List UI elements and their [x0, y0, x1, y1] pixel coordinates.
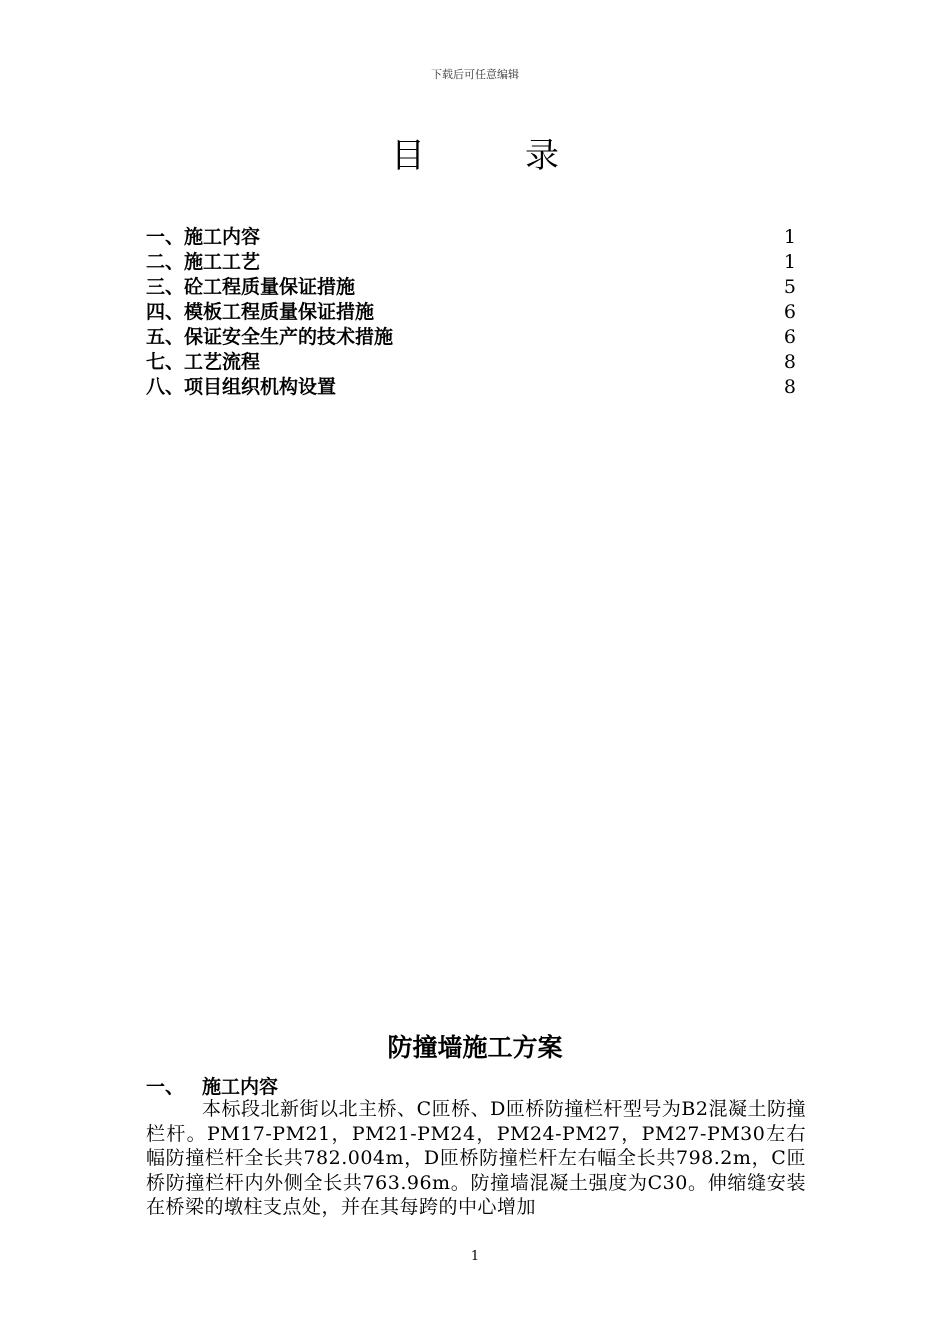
toc-item-label: 四、模板工程质量保证措施	[146, 301, 375, 323]
header-note: 下载后可任意编辑	[431, 68, 519, 81]
section-number: 一、	[146, 1076, 185, 1098]
toc-item-page: 1	[783, 226, 796, 248]
toc-item-label: 二、施工工艺	[146, 251, 261, 273]
toc-item-label: 八、项目组织机构设置	[146, 376, 337, 398]
toc-item[interactable]	[146, 250, 796, 275]
toc-item[interactable]	[146, 275, 796, 300]
toc-title	[0, 128, 950, 177]
document-title: 防撞墙施工方案	[387, 1033, 563, 1062]
section-title: 施工内容	[202, 1076, 279, 1098]
toc-item-page: 8	[783, 376, 796, 398]
toc-item-label: 七、工艺流程	[146, 351, 261, 373]
toc-item[interactable]	[146, 300, 796, 325]
body-paragraph: 本标段北新街以北主桥、C匝桥、D匝桥防撞栏杆型号为B2混凝土防撞栏杆。PM17-PM21，PM21-PM24，PM24-PM27，PM27-PM30左右幅防撞栏杆全长共782.004m，D匝桥防撞栏杆左右幅全长共798.2m，C匝桥防撞栏杆内外侧全长共763.96m。防撞墙混凝土强度为C30。伸缩缝安装在桥梁的墩柱支点处，并在其每跨的中心增加	[146, 1098, 806, 1218]
toc-item-page: 1	[783, 251, 796, 273]
toc-item-label: 五、保证安全生产的技术措施	[146, 326, 394, 348]
toc-item-page: 6	[783, 326, 796, 348]
toc-item-page: 5	[783, 276, 796, 298]
toc-title-right: 录	[525, 136, 559, 176]
section-heading	[146, 1072, 278, 1099]
page-number: 1	[470, 1249, 480, 1264]
toc-title-left: 目	[391, 136, 425, 176]
toc-item[interactable]	[146, 325, 796, 350]
toc-item-label: 一、施工内容	[146, 226, 261, 248]
toc-item[interactable]	[146, 225, 796, 250]
toc-item-page: 6	[783, 301, 796, 323]
toc-item[interactable]	[146, 375, 796, 400]
toc-item-page: 8	[783, 351, 796, 373]
toc-item-label: 三、砼工程质量保证措施	[146, 276, 356, 298]
toc-item[interactable]	[146, 350, 796, 375]
toc-list	[146, 225, 796, 400]
